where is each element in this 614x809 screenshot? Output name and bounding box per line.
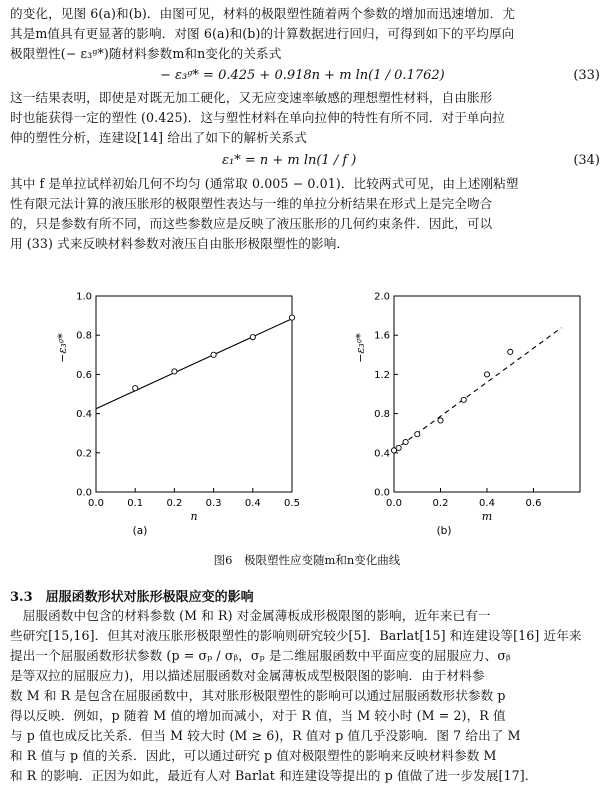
panel-label: (b) bbox=[436, 525, 452, 537]
para4-line-6: 得以反映．例如，p 随着 M 值的增加而减小，对于 R 值，当 M 较小时 (M = 2)，R 值 bbox=[10, 708, 506, 723]
x-axis-label: n bbox=[190, 510, 198, 523]
para4-line-1: 屈服函数中包含的材料参数 (M 和 R) 对金属薄板成形极限图的影响，近年来已有一 bbox=[10, 608, 491, 623]
para4-line-4: 是等双拉的屈服应力)，用以描述屈服函数对金属薄板成型极限图的影响．由于材料参 bbox=[10, 668, 485, 683]
x-tick-label: 0.4 bbox=[479, 498, 495, 509]
equation-34-number: (34) bbox=[573, 153, 600, 168]
data-point bbox=[211, 352, 216, 357]
para3-line-1: 其中 f 是单拉试样初始几何不均匀 (通常取 0.005 − 0.01)．比较两式可见，由上述刚粘塑 bbox=[10, 176, 519, 191]
data-point bbox=[508, 349, 513, 354]
chart-b bbox=[338, 280, 588, 542]
para4-line-2: 些研究[15,16]．但其对液压胀形极限塑性的影响则研究较少[5]．Barlat[15] 和连建设等[16] 近年来 bbox=[10, 628, 582, 643]
para4-line-5: 数 M 和 R 是包含在屈服函数中，其对胀形极限塑性的影响可以通过屈服函数形状参数 p bbox=[10, 688, 506, 703]
x-tick-label: 0.4 bbox=[244, 498, 261, 509]
para1-line-1: 的变化，见图 6(a)和(b)．由图可见，材料的极限塑性随着两个参数的增加而迅速增加．尤 bbox=[10, 6, 516, 21]
para1-line-2: 其是m值具有更显著的影响．对图 6(a)和(b)的计算数据进行回归，可得到如下的平均厚向 bbox=[10, 26, 515, 41]
para4-line-7: 与 p 值也成反比关系．但当 M 较大时 (M ≥ 6)，R 值对 p 值几乎没影响．图 7 给出了 M bbox=[10, 728, 521, 743]
y-tick-label: 0.0 bbox=[76, 487, 92, 499]
y-axis-label: −ε₃ᵍ* bbox=[354, 333, 367, 363]
equation-33: − ε₃ᵍ* = 0.425 + 0.918n + m ln(1 / 0.1762) bbox=[160, 68, 445, 83]
y-tick-label: 0.8 bbox=[374, 409, 390, 421]
y-tick-label: 1.0 bbox=[76, 291, 92, 303]
data-point bbox=[172, 369, 177, 374]
para4-line-3: 提出一个屈服函数形状参数 (p = σₚ / σᵦ，σₚ 是二维屈服函数中平面应变的屈服应力、σᵦ bbox=[10, 648, 511, 663]
plot-frame bbox=[394, 296, 580, 492]
panel-label: (a) bbox=[132, 525, 148, 537]
y-tick-label: 0.8 bbox=[76, 330, 92, 342]
y-tick-label: 0.6 bbox=[76, 369, 92, 381]
x-tick-label: 0.1 bbox=[127, 498, 144, 509]
y-tick-label: 0.2 bbox=[76, 448, 92, 460]
para2-line-2: 时也能获得一定的塑性 (0.425)．这与塑性材料在单向拉伸的特性有所不同．对于单向拉 bbox=[10, 110, 505, 125]
equation-34: ε₁* = n + m ln(1 / f ) bbox=[222, 153, 357, 168]
y-tick-label: 0.4 bbox=[76, 409, 92, 421]
y-tick-label: 0.4 bbox=[374, 448, 390, 460]
para4-line-8: 和 R 值与 p 值的关系．因此，可以通过研究 p 值对极限塑性的影响来反映材料参数 M bbox=[10, 748, 497, 763]
x-tick-label: 0.0 bbox=[88, 498, 104, 509]
data-point bbox=[133, 386, 138, 391]
figure-caption: 图6 极限塑性应变随m和n变化曲线 bbox=[213, 553, 401, 567]
data-point bbox=[396, 445, 401, 450]
data-point bbox=[403, 439, 408, 444]
x-tick-label: 0.2 bbox=[166, 498, 183, 509]
data-point bbox=[438, 418, 443, 423]
y-tick-label: 1.6 bbox=[374, 330, 390, 342]
fit-line bbox=[96, 319, 292, 409]
data-point bbox=[461, 397, 466, 402]
para2-line-1: 这一结果表明，即使是对既无加工硬化，又无应变速率敏感的理想塑性材料，自由胀形 bbox=[10, 90, 493, 105]
y-tick-label: 2.0 bbox=[374, 291, 390, 303]
chart-a bbox=[40, 280, 300, 542]
para3-line-2: 性有限元法计算的液压胀形的极限塑性表达与一维的单拉分析结果在形式上是完全吻合 bbox=[10, 196, 493, 211]
y-tick-label: 1.2 bbox=[374, 369, 390, 381]
x-tick-label: 0.6 bbox=[525, 498, 542, 509]
section-heading: 3.3 屈服函数形状对胀形极限应变的影响 bbox=[10, 590, 254, 605]
para4-line-9: 和 R 的影响．正因为如此，最近有人对 Barlat 和连建设等提出的 p 值做了进一步发展[17]． bbox=[10, 768, 538, 783]
para1-line-3: 极限塑性(− ε₃ᵍ*)随材料参数m和n变化的关系式 bbox=[10, 46, 282, 61]
data-point bbox=[484, 372, 489, 377]
y-tick-label: 0.0 bbox=[374, 487, 390, 499]
para2-line-3: 伸的塑性分析，连建设[14] 给出了如下的解析关系式 bbox=[10, 130, 307, 145]
y-axis-label: −ε₃ᵍ* bbox=[56, 333, 69, 363]
data-point bbox=[289, 315, 294, 320]
x-axis-label: m bbox=[481, 510, 493, 523]
x-tick-label: 0.2 bbox=[432, 498, 449, 509]
data-point bbox=[250, 335, 255, 340]
data-point bbox=[415, 432, 420, 437]
x-tick-label: 0.0 bbox=[386, 498, 402, 509]
plot-frame bbox=[96, 296, 292, 492]
para3-line-4: 用 (33) 式来反映材料参数对液压自由胀形极限塑性的影响． bbox=[10, 236, 350, 251]
equation-33-number: (33) bbox=[573, 68, 600, 83]
x-tick-label: 0.3 bbox=[205, 498, 222, 509]
x-tick-label: 0.5 bbox=[284, 498, 300, 509]
para3-line-3: 的，只是参数有所不同，而这些参数应是反映了液压胀形的几何约束条件．因此，可以 bbox=[10, 216, 493, 231]
